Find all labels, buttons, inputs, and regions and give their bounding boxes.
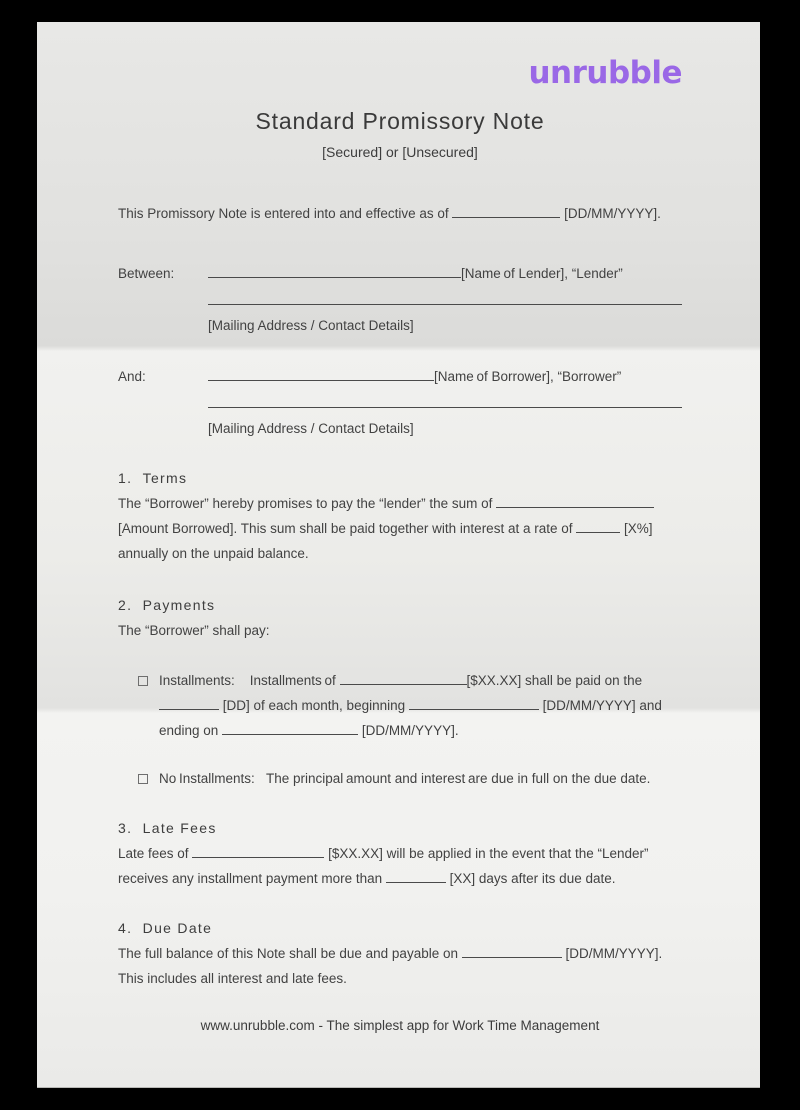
no-installments-option <box>118 766 682 791</box>
blank-line <box>208 265 461 278</box>
page-title: Standard Promissory Note <box>255 108 545 134</box>
no-installments-checkbox <box>138 774 148 784</box>
blank-line <box>409 697 539 710</box>
blank-line <box>462 945 562 958</box>
blank-line <box>340 672 467 685</box>
terms-line-1: The “Borrower” hereby promises to pay the “lender” the sum of <box>118 491 682 516</box>
installments-line-1: Installments: Installments of [$XX.XX] shall be paid on the <box>159 673 643 688</box>
and-body <box>208 364 682 441</box>
between-label: Between: <box>118 266 175 281</box>
lender-address-line <box>208 288 682 313</box>
and-block <box>118 364 682 441</box>
lender-name-line: [Name of Lender], “Lender” <box>208 261 682 286</box>
blank-line <box>576 520 620 533</box>
late-fees-line-1: Late fees of [$XX.XX] will be applied in the event that the “Lender” <box>118 846 649 861</box>
terms-line-3: annually on the unpaid balance. <box>118 546 309 561</box>
borrower-name-line: [Name of Borrower], “Borrower” <box>208 364 682 389</box>
blank-line <box>222 722 358 735</box>
section-due-date-heading: 4. Due Date <box>118 920 213 936</box>
page-subtitle: [Secured] or [Unsecured] <box>322 144 478 160</box>
installments-line-3: ending on [DD/MM/YYYY]. <box>159 723 459 738</box>
section-payments-heading: 2. Payments <box>118 597 216 613</box>
unrubble-logo: unrubble <box>528 55 682 91</box>
section-terms-heading: 1. Terms <box>118 470 188 486</box>
between-body <box>208 261 682 338</box>
installments-line-2: [DD] of each month, beginning [DD/MM/YYYY] and <box>159 693 682 718</box>
installments-option <box>118 668 682 743</box>
promissory-note-page <box>37 22 760 1088</box>
blank-line <box>496 495 654 508</box>
blank-line <box>208 395 682 408</box>
blank-line <box>452 205 560 218</box>
page-footer: www.unrubble.com - The simplest app for Work Time Management <box>200 1018 600 1033</box>
due-date-line-1: The full balance of this Note shall be due and payable on [DD/MM/YYYY]. <box>118 946 663 961</box>
page-content <box>118 22 682 1087</box>
installments-checkbox <box>138 676 148 686</box>
due-date-line-2: This includes all interest and late fees. <box>118 971 347 986</box>
borrower-address-line <box>208 391 682 416</box>
between-block <box>118 261 682 338</box>
blank-line <box>386 870 446 883</box>
blank-line <box>159 697 219 710</box>
late-fees-line-2: receives any installment payment more than [XX] days after its due date. <box>118 871 616 886</box>
and-label: And: <box>118 369 146 384</box>
no-installments-line: No Installments: The principal amount and interest are due in full on the due date. <box>159 771 651 786</box>
no-installments-text <box>159 766 682 791</box>
borrower-address-caption: [Mailing Address / Contact Details] <box>208 421 414 436</box>
blank-line <box>208 368 434 381</box>
blank-line <box>192 845 324 858</box>
section-late-fees-heading: 3. Late Fees <box>118 820 217 836</box>
installments-text <box>159 668 682 743</box>
lender-address-caption: [Mailing Address / Contact Details] <box>208 318 414 333</box>
terms-line-2: [Amount Borrowed]. This sum shall be paid together with interest at a rate of [X%] <box>118 521 653 536</box>
blank-line <box>208 292 682 305</box>
intro-clause: This Promissory Note is entered into and effective as of [DD/MM/YYYY]. <box>118 206 661 221</box>
payments-intro: The “Borrower” shall pay: <box>118 623 270 638</box>
